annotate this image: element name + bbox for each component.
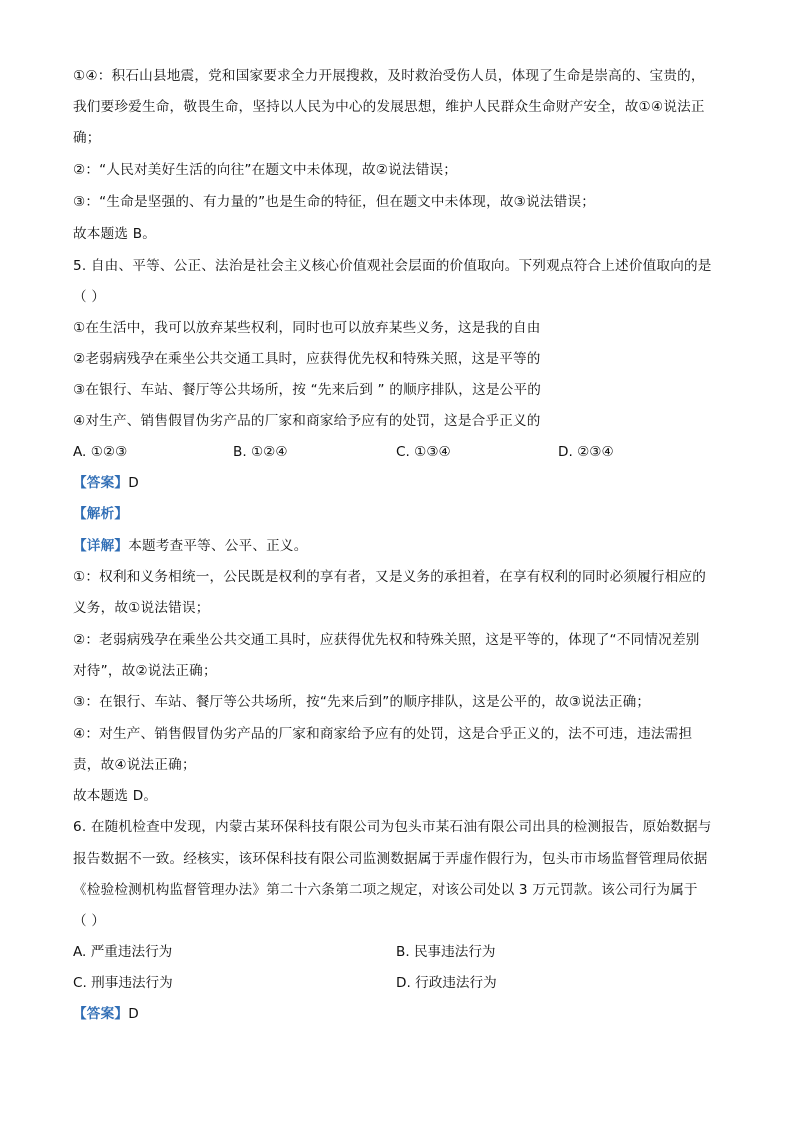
q5-explanation-line: ②：老弱病残孕在乘坐公共交通工具时，应获得优先权和特殊关照，这是平等的，体现了“不同情况差别: [73, 632, 700, 648]
q5-conclusion: 故本题选 D。: [73, 788, 158, 804]
q5-answer-row: [73, 473, 723, 493]
q5-explanation-line: 责，故④说法正确；: [73, 757, 196, 773]
q5-option-d: D. ②③④: [558, 444, 614, 460]
q6-option-d: D. 行政违法行为: [396, 975, 497, 991]
q5-option-a: A. ①②③: [73, 444, 128, 460]
q6-answer: D: [128, 1006, 139, 1022]
q5-analysis-row: [73, 504, 723, 524]
q4-explanation-line: 确；: [73, 130, 101, 146]
q5-explanation-line: ①：权利和义务相统一，公民既是权利的享有者，又是义务的承担着，在享有权利的同时必须履行相应的: [73, 569, 707, 585]
q6-option-c: C. 刑事违法行为: [73, 975, 173, 991]
q5-answer: D: [128, 475, 139, 491]
q5-statement: ④对生产、销售假冒伪劣产品的厂家和商家给予应有的处罚，这是合乎正义的: [73, 413, 541, 429]
answer-tag: 【答案】: [73, 1006, 129, 1022]
q5-explanation-line: ③：在银行、车站、餐厅等公共场所，按“先来后到”的顺序排队，这是公平的，故③说法正确；: [73, 694, 651, 710]
q5-statement: ②老弱病残孕在乘坐公共交通工具时，应获得优先权和特殊关照，这是平等的: [73, 351, 541, 367]
q5-explanation-line: 义务，故①说法错误；: [73, 600, 210, 616]
q6-stem-blank: （ ）: [73, 913, 106, 929]
q5-option-c: C. ①③④: [396, 444, 451, 460]
q5-statement: ①在生活中，我可以放弃某些权利，同时也可以放弃某些义务，这是我的自由: [73, 320, 541, 336]
q6-option-b: B. 民事违法行为: [396, 944, 496, 960]
answer-tag: 【答案】: [73, 475, 129, 491]
q6-answer-row: [73, 1004, 723, 1024]
q6-stem-line: 报告数据不一致。经核实，该环保科技有限公司监测数据属于弄虚作假行为，包头市市场监督管理局依据: [73, 851, 708, 867]
q6-option-a: A. 严重违法行为: [73, 944, 173, 960]
q5-option-b: B. ①②④: [233, 444, 288, 460]
q5-explanation-line: ④：对生产、销售假冒伪劣产品的厂家和商家给予应有的处罚，这是合乎正义的，法不可违，违法需担: [73, 726, 693, 742]
q4-conclusion: 故本题选 B。: [73, 226, 157, 242]
q4-explanation-line: ③：“生命是坚强的、有力量的”也是生命的特征，但在题文中未体现，故③说法错误；: [73, 194, 596, 210]
q5-detail-intro: 本题考查平等、公平、正义。: [128, 538, 308, 554]
q5-explanation-line: 对待”，故②说法正确；: [73, 663, 217, 679]
q5-statement: ③在银行、车站、餐厅等公共场所，按 “先来后到 ” 的顺序排队，这是公平的: [73, 382, 542, 398]
q5-stem-blank: （ ）: [73, 289, 106, 305]
q6-stem-line: 《检验检测机构监督管理办法》第二十六条第二项之规定，对该公司处以 3 万元罚款。该公司行为属于: [73, 882, 698, 898]
analysis-tag: 【解析】: [73, 506, 129, 522]
q6-stem-line: 6. 在随机检查中发现，内蒙古某环保科技有限公司为包头市某石油有限公司出具的检测报告，原始数据与: [73, 819, 712, 835]
detail-tag: 【详解】: [73, 538, 129, 554]
q4-explanation-line: ②：“人民对美好生活的向往”在题文中未体现，故②说法错误；: [73, 162, 458, 178]
q5-stem-line: 5. 自由、平等、公正、法治是社会主义核心价值观社会层面的价值取向。下列观点符合上述价值取向的是: [73, 258, 712, 274]
q4-explanation-line: ①④：积石山县地震，党和国家要求全力开展搜救，及时救治受伤人员，体现了生命是崇高的、宝贵的，: [73, 68, 705, 84]
q4-explanation-line: 我们要珍爱生命，敬畏生命，坚持以人民为中心的发展思想，维护人民群众生命财产安全，故①④说法正: [73, 99, 705, 115]
q5-detail-row: [73, 536, 723, 556]
